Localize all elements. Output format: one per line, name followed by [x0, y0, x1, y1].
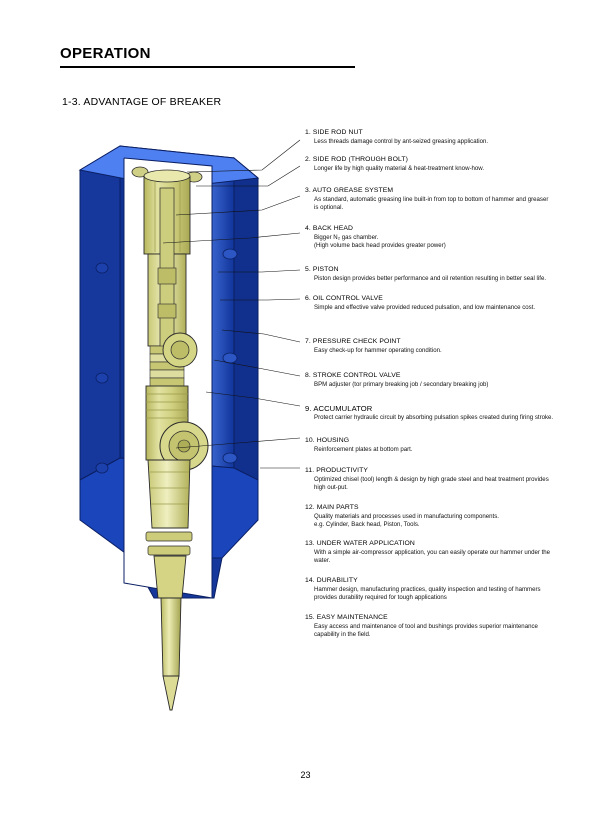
callout-title: AUTO GREASE SYSTEM: [312, 187, 394, 194]
callout-body: [314, 513, 593, 529]
header-divider: [60, 66, 355, 68]
callout-number: 8.: [305, 372, 311, 379]
callout-8: [305, 371, 593, 389]
callout-13: [305, 539, 593, 565]
callout-line: Easy access and maintenance of tool and bushings provides superior maintenance: [314, 623, 538, 630]
callout-line: e.g. Cylinder, Back head, Piston, Tools.: [314, 521, 420, 528]
callout-heading: [305, 613, 593, 622]
callout-heading: [305, 503, 593, 512]
callout-heading: [305, 337, 593, 346]
chisel-tool: [161, 598, 181, 710]
callout-title: PISTON: [312, 266, 339, 273]
callout-heading: [305, 371, 593, 380]
callout-title: PRODUCTIVITY: [316, 467, 369, 474]
callout-body: [314, 381, 593, 389]
callout-heading: [305, 128, 593, 137]
callout-body: [314, 476, 593, 492]
callout-number: 3.: [305, 187, 311, 194]
callout-heading: [305, 539, 593, 548]
callout-number: 5.: [305, 266, 311, 273]
callout-body: [314, 623, 593, 639]
callout-line: capability in the field.: [314, 631, 371, 638]
callout-number: 6.: [305, 295, 311, 302]
callout-line: Quality materials and processes used in manufacturing components.: [314, 513, 499, 520]
callout-line: high out-put.: [314, 484, 348, 491]
callout-heading: [305, 265, 593, 274]
callout-heading: [305, 576, 593, 585]
callout-heading: [305, 224, 593, 233]
callout-number: 7.: [305, 338, 311, 345]
callout-body: [314, 165, 593, 173]
callout-line: Reinforcement plates at bottom part.: [314, 446, 413, 453]
callout-14: [305, 576, 593, 602]
callout-title: STROKE CONTROL VALVE: [312, 372, 401, 379]
callout-body: [314, 586, 593, 602]
page-number: 23: [300, 770, 311, 780]
callout-number: 10.: [305, 437, 315, 444]
callout-title: UNDER WATER APPLICATION: [316, 540, 415, 547]
callout-number: 2.: [305, 156, 311, 163]
callout-line: Longer life by high quality material & heat-treatment know-how.: [314, 165, 485, 172]
callout-title: OIL CONTROL VALVE: [312, 295, 383, 302]
callout-9: [305, 404, 593, 422]
callout-6: [305, 294, 593, 312]
callout-title: SIDE ROD (THROUGH BOLT): [312, 156, 408, 163]
callout-title: DURABILITY: [316, 577, 358, 584]
callout-line: BPM adjuster (tor primary breaking job / secondary breaking job): [314, 381, 489, 388]
callout-heading: [305, 155, 593, 164]
callout-body: [314, 414, 593, 422]
callout-line: Optimized chisel (tool) length & design by high grade steel and heat treatment provides: [314, 476, 549, 483]
callout-title: BACK HEAD: [312, 225, 354, 232]
callout-line: provides durability required for tough applications: [314, 594, 447, 601]
section-title: 1-3. ADVANTAGE OF BREAKER: [62, 96, 222, 108]
callout-number: 4.: [305, 225, 311, 232]
callout-line: Bigger N₂ gas chamber.: [314, 234, 379, 241]
callout-title: ACCUMULATOR: [313, 404, 373, 413]
breaker-figure: [62, 128, 282, 728]
callout-body: [314, 275, 593, 283]
callout-number: 1.: [305, 129, 311, 136]
callout-number: 12.: [305, 504, 315, 511]
callout-line: water.: [314, 557, 331, 564]
callout-12: [305, 503, 593, 529]
callout-line: (High volume back head provides greater power): [314, 242, 446, 249]
callout-body: [314, 196, 593, 212]
callout-heading: [305, 294, 593, 303]
callout-line: Hammer design, manufacturing practices, quality inspection and testing of hammers: [314, 586, 541, 593]
callout-number: 11.: [305, 467, 315, 474]
callout-line: is optional.: [314, 204, 344, 211]
callout-body: [314, 347, 593, 355]
page-title: OPERATION: [60, 45, 151, 62]
callout-number: 15.: [305, 614, 315, 621]
callout-line: Simple and effective valve provided reduced pulsation, and low maintenance cost.: [314, 304, 536, 311]
callout-7: [305, 337, 593, 355]
callout-title: HOUSING: [316, 437, 350, 444]
callout-body: [314, 304, 593, 312]
accumulator-body: [163, 333, 197, 367]
callout-line: Piston design provides better performance and oil retention resulting in better seal life.: [314, 275, 547, 282]
callout-body: [314, 138, 593, 146]
callout-3: [305, 186, 593, 212]
callout-body: [314, 549, 593, 565]
callout-body: [314, 446, 593, 454]
callout-1: [305, 128, 593, 146]
callout-title: PRESSURE CHECK POINT: [312, 338, 401, 345]
callout-line: As standard, automatic greasing line built-in from top to bottom of hammer and greaser: [314, 196, 549, 203]
callout-line: With a simple air-compressor application, you can easily operate our hammer under the: [314, 549, 551, 556]
callout-10: [305, 436, 593, 454]
callout-5: [305, 265, 593, 283]
callout-number: 14.: [305, 577, 315, 584]
callout-15: [305, 613, 593, 639]
callout-body: [314, 234, 593, 250]
callout-11: [305, 466, 593, 492]
callout-number: 13.: [305, 540, 315, 547]
callout-heading: [305, 186, 593, 195]
callout-heading: [305, 404, 593, 413]
callout-number: 9.: [305, 404, 312, 413]
callout-heading: [305, 466, 593, 475]
callout-heading: [305, 436, 593, 445]
page-header: [60, 45, 355, 68]
callout-title: EASY MAINTENANCE: [316, 614, 388, 621]
callout-4: [305, 224, 593, 250]
callout-2: [305, 155, 593, 173]
callout-title: SIDE ROD NUT: [312, 129, 363, 136]
callout-line: Protect carrier hydraulic circuit by absorbing pulsation spikes created during firing stroke.: [314, 414, 554, 421]
callout-line: Less threads damage control by ant-seized greasing application.: [314, 138, 489, 145]
callout-line: Easy check-up for hammer operating condition.: [314, 347, 442, 354]
callout-title: MAIN PARTS: [316, 504, 359, 511]
